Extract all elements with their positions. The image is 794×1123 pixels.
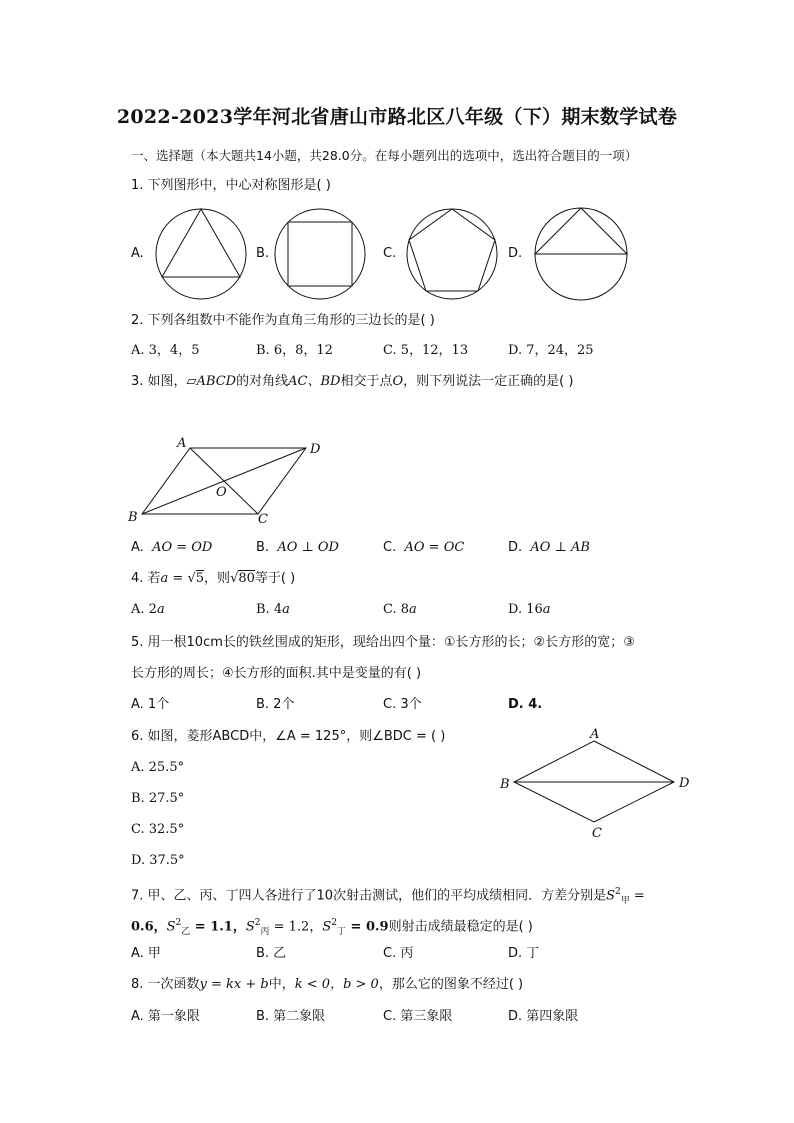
q6-option-c[interactable]: C. 32.5° xyxy=(131,822,185,837)
q6-label-a: A xyxy=(590,727,600,742)
q3-stem: 3. 如图，▱ABCD的对角线AC、BD相交于点O，则下列说法一定正确的是( ) xyxy=(131,374,574,389)
q5-option-c[interactable]: C. 3个 xyxy=(383,697,422,712)
q1a-circle xyxy=(156,209,246,299)
q1-figure-c xyxy=(405,207,499,301)
q1-figure-a xyxy=(154,207,248,301)
q6-option-b[interactable]: B. 27.5° xyxy=(131,791,185,806)
q3-label-b: B xyxy=(128,510,138,525)
q6-label-d: D xyxy=(679,776,690,791)
q7-option-a[interactable]: A. 甲 xyxy=(131,946,161,961)
q4-option-b[interactable]: B. 4a xyxy=(256,602,290,617)
q3-option-d[interactable]: D. AO ⊥ AB xyxy=(508,540,590,555)
q4-option-a[interactable]: A. 2a xyxy=(131,602,165,617)
q6-option-d[interactable]: D. 37.5° xyxy=(131,853,185,868)
q1-figure-b xyxy=(273,207,367,301)
q3-label-o: O xyxy=(216,485,227,500)
q8-option-b[interactable]: B. 第二象限 xyxy=(256,1009,326,1024)
q8-option-c[interactable]: C. 第三象限 xyxy=(383,1009,453,1024)
q6-label-b: B xyxy=(500,777,510,792)
q4-option-c[interactable]: C. 8a xyxy=(383,602,417,617)
q2-stem: 2. 下列各组数中不能作为直角三角形的三边长的是( ) xyxy=(131,313,435,328)
q5-line2: 长方形的周长；④长方形的面积.其中是变量的有( ) xyxy=(131,666,422,681)
q3-option-a[interactable]: A. AO = OD xyxy=(131,540,213,555)
q8-option-d[interactable]: D. 第四象限 xyxy=(508,1009,579,1024)
q5-option-a[interactable]: A. 1个 xyxy=(131,697,170,712)
q1c-pentagon xyxy=(409,209,495,291)
q2-option-c[interactable]: C. 5，12，13 xyxy=(383,343,469,358)
q1c-circle xyxy=(407,209,497,299)
q7-option-b[interactable]: B. 乙 xyxy=(256,946,287,961)
q2-option-b[interactable]: B. 6，8，12 xyxy=(256,343,333,358)
q6-rhombus-figure xyxy=(498,726,698,842)
q3-option-c[interactable]: C. AO = OC xyxy=(383,540,465,555)
q1-option-d[interactable]: D. xyxy=(508,246,523,261)
q6-option-a[interactable]: A. 25.5° xyxy=(131,760,185,775)
q1-option-a[interactable]: A. xyxy=(131,246,144,261)
q6-label-c: C xyxy=(592,826,602,841)
section-heading: 一、选择题（本大题共14小题，共28.0分。在每小题列出的选项中，选出符合题目的一项） xyxy=(131,148,638,163)
q5-line1: 5. 用一根10cm长的铁丝围成的矩形，现给出四个量：①长方形的长；②长方形的宽；③ xyxy=(131,635,635,650)
q8-stem: 8. 一次函数y = kx + b中，k < 0，b > 0，那么它的图象不经过( ) xyxy=(131,977,524,992)
q1d-triangle xyxy=(535,208,627,254)
q7-line1: 7. 甲、乙、丙、丁四人各进行了10次射击测试，他们的平均成绩相同．方差分别是$S^2_甲$ = xyxy=(131,887,645,906)
q3-parallelogram-figure xyxy=(128,436,328,528)
q7-option-c[interactable]: C. 丙 xyxy=(383,946,414,961)
q7-line2: 0.6，$S^2_乙 = 1.1$，$S^2_丙 = 1.2$，$S^2_丁 = 0.9$则射击成绩最稳定的是( ) xyxy=(131,918,533,937)
page-title: 2022-2023学年河北省唐山市路北区八年级（下）期末数学试卷 xyxy=(116,106,678,128)
q1-figure-d xyxy=(533,206,629,302)
q3-label-d: D xyxy=(310,442,321,457)
q3-label-c: C xyxy=(258,512,268,527)
q1-stem: 1. 下列图形中，中心对称图形是( ) xyxy=(131,178,331,193)
q1b-square xyxy=(288,222,352,286)
q3-option-b[interactable]: B. AO ⊥ OD xyxy=(256,540,339,555)
q4-option-d[interactable]: D. 16a xyxy=(508,602,551,617)
q2-option-d[interactable]: D. 7，24，25 xyxy=(508,343,594,358)
q3-label-a: A xyxy=(177,436,187,451)
q5-option-d[interactable]: D. 4. xyxy=(508,697,543,712)
q1-option-c[interactable]: C. xyxy=(383,246,397,261)
q1a-triangle xyxy=(162,209,240,277)
q4-stem: 4. 若a = √5，则√80等于( ) xyxy=(131,571,296,586)
q1-option-b[interactable]: B. xyxy=(256,246,270,261)
q7-option-d[interactable]: D. 丁 xyxy=(508,946,540,961)
q2-option-a[interactable]: A. 3，4，5 xyxy=(131,343,200,358)
q6-stem: 6. 如图，菱形ABCD中，∠A = 125°，则∠BDC = ( ) xyxy=(131,729,446,744)
q5-option-b[interactable]: B. 2个 xyxy=(256,697,295,712)
q8-option-a[interactable]: A. 第一象限 xyxy=(131,1009,200,1024)
